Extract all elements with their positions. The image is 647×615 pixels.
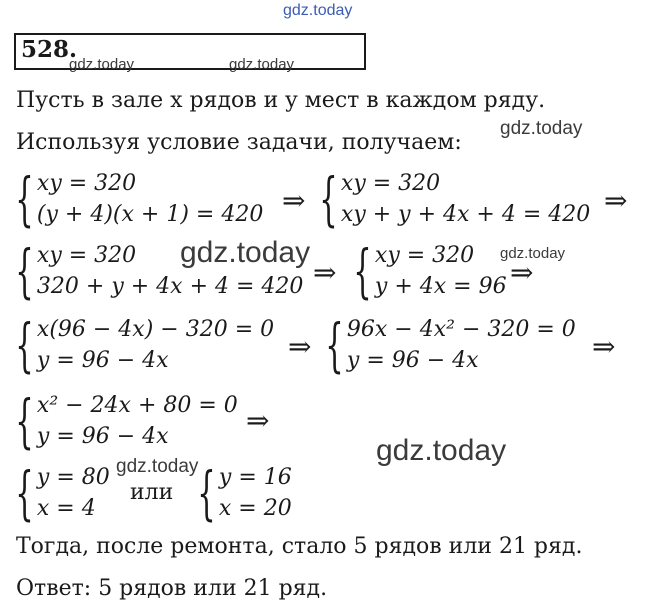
- watermark: gdz.today: [500, 118, 583, 139]
- implies-arrow: ⇒: [313, 256, 337, 289]
- implies-arrow: ⇒: [282, 184, 306, 217]
- brace-symbol: {: [353, 237, 372, 305]
- equation-line: y + 4x = 96: [374, 274, 507, 299]
- brace-symbol: {: [15, 387, 34, 455]
- condition-text: Используя условие задачи, получаем:: [16, 130, 462, 155]
- problem-number-box: [14, 33, 366, 73]
- equation-line: x² − 24x + 80 = 0: [36, 393, 238, 418]
- equation-line: xy = 320: [36, 243, 137, 268]
- equation-line: 96x − 4x² − 320 = 0: [346, 317, 576, 342]
- equation-line: x = 20: [218, 496, 292, 521]
- intro-text: Пусть в зале x рядов и y мест в каждом ряду.: [16, 88, 546, 113]
- watermark: gdz.today: [116, 456, 199, 477]
- brace-symbol: {: [197, 459, 216, 527]
- brace-symbol: {: [15, 311, 34, 379]
- or-connector: или: [130, 480, 174, 505]
- implies-arrow: ⇒: [288, 330, 312, 363]
- watermark: gdz.today: [180, 236, 311, 269]
- equation-line: xy = 320: [340, 171, 441, 196]
- equation-system-6: [324, 311, 576, 379]
- equation-system-8: [14, 459, 110, 527]
- brace-symbol: {: [325, 311, 344, 379]
- conclusion-text: Тогда, после ремонта, стало 5 рядов или 21 ряд.: [16, 534, 583, 559]
- equation-line: (y + 4)(x + 1) = 420: [36, 202, 264, 227]
- brace-symbol: {: [15, 165, 34, 233]
- equation-system-7: [14, 387, 238, 455]
- watermark: gdz.today: [500, 245, 566, 262]
- watermark: gdz.today: [229, 56, 295, 73]
- equation-system-1: [14, 165, 264, 233]
- equation-system-4: [352, 237, 507, 305]
- implies-arrow: ⇒: [592, 330, 616, 363]
- equation-line: 320 + y + 4x + 4 = 420: [36, 274, 304, 299]
- brace-symbol: {: [319, 165, 338, 233]
- equation-line: x = 4: [36, 496, 96, 521]
- equation-line: y = 96 − 4x: [346, 348, 479, 373]
- equation-line: y = 96 − 4x: [36, 348, 169, 373]
- implies-arrow: ⇒: [246, 404, 270, 437]
- equation-line: xy = 320: [374, 243, 475, 268]
- watermark: gdz.today: [283, 2, 353, 19]
- watermark: gdz.today: [376, 434, 507, 467]
- problem-number: 528.: [21, 36, 78, 63]
- implies-arrow: ⇒: [510, 256, 534, 289]
- equation-line: y = 96 − 4x: [36, 424, 169, 449]
- equation-system-5: [14, 311, 275, 379]
- equation-line: x(96 − 4x) − 320 = 0: [36, 317, 275, 342]
- equation-line: y = 16: [218, 465, 292, 490]
- equation-system-9: [196, 459, 292, 527]
- equation-system-2: [318, 165, 591, 233]
- equation-line: xy + y + 4x + 4 = 420: [340, 202, 591, 227]
- brace-symbol: {: [15, 237, 34, 305]
- answer-text: Ответ: 5 рядов или 21 ряд.: [16, 576, 328, 601]
- brace-symbol: {: [15, 459, 34, 527]
- equation-line: y = 80: [36, 465, 110, 490]
- watermark: gdz.today: [69, 56, 135, 73]
- implies-arrow: ⇒: [604, 184, 628, 217]
- equation-line: xy = 320: [36, 171, 137, 196]
